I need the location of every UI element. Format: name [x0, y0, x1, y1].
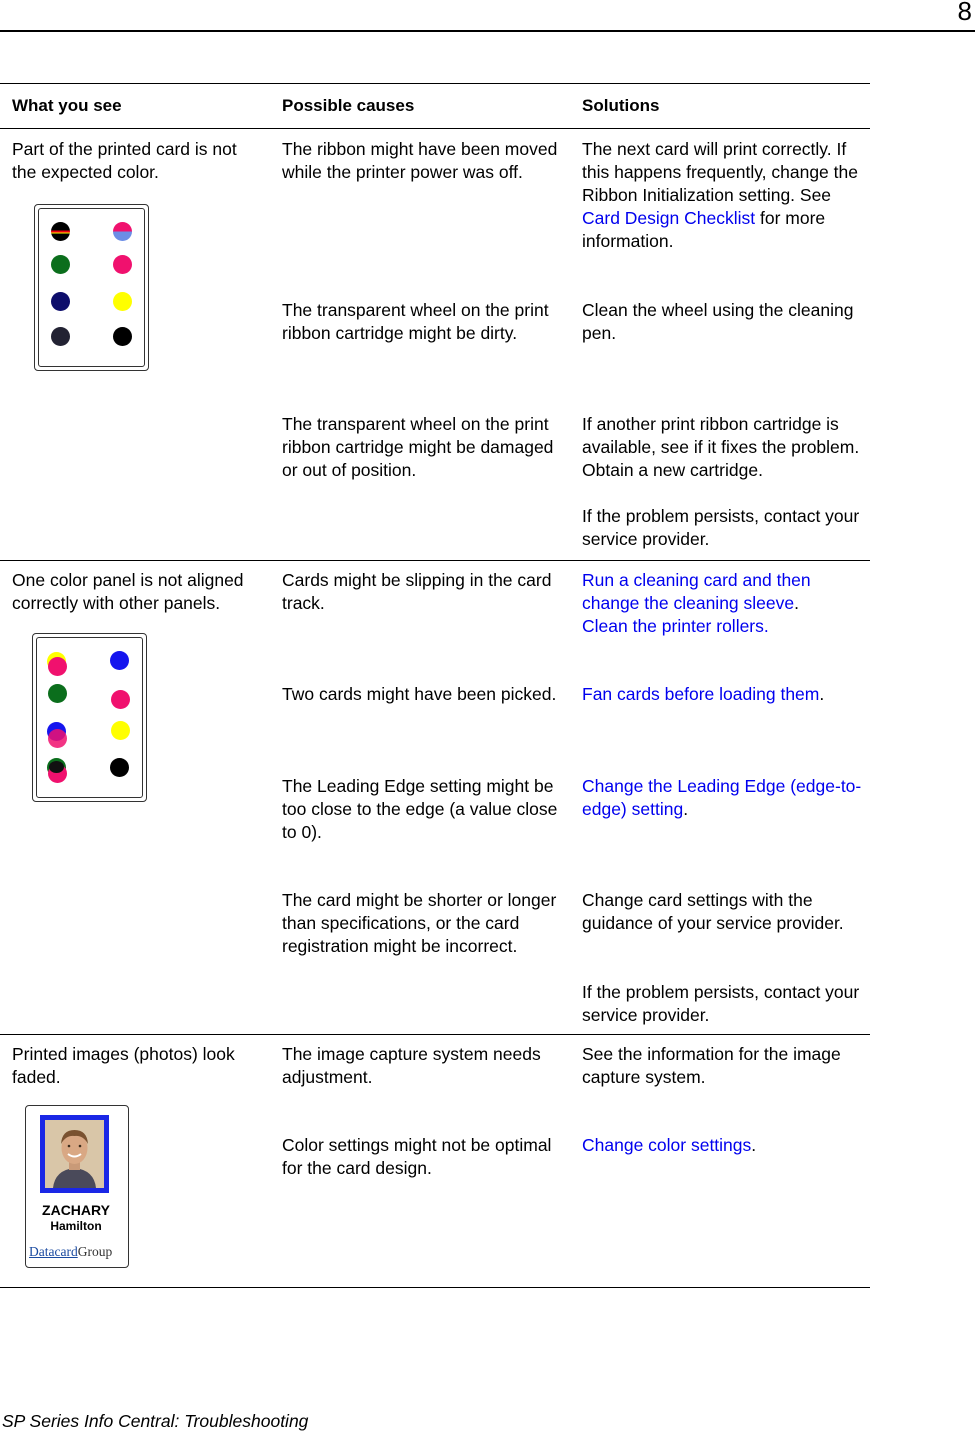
page-footer: SP Series Info Central: Troubleshooting [2, 1411, 309, 1431]
header-solutions: Solutions [582, 96, 660, 115]
solution-text: If the problem persists, contact your service provider. [582, 982, 860, 1025]
color-dot [110, 758, 129, 777]
cardholder-first-name: ZACHARY [42, 1202, 110, 1218]
color-dot [110, 651, 129, 670]
solution-text: Change card settings with the guidance of your service provider. [582, 890, 844, 933]
cause-text: The transparent wheel on the print ribbon cartridge might be dirty. [282, 300, 549, 343]
solution-text: Fan cards before loading them. [582, 684, 825, 704]
table-row [0, 561, 870, 1035]
symptom-text: Part of the printed card is not the expected color. [12, 139, 237, 182]
table-row [0, 1035, 870, 1288]
color-settings-link[interactable]: Change color settings [582, 1135, 752, 1155]
color-dot [48, 729, 67, 748]
color-dot [49, 761, 64, 773]
color-dot [113, 222, 132, 241]
leading-edge-link[interactable]: Change the Leading Edge (edge-to-edge) setting [582, 776, 862, 819]
fan-cards-link[interactable]: Fan cards before loading them [582, 684, 820, 704]
cause-text: Color settings might not be optimal for the card design. [282, 1135, 552, 1178]
cause-text: The Leading Edge setting might be too close to the edge (a value close to 0). [282, 776, 558, 842]
cause-text: Two cards might have been picked. [282, 684, 557, 704]
portrait-photo [45, 1120, 104, 1188]
table-row [0, 129, 870, 561]
datacard-group-logo: DatacardGroup [29, 1244, 113, 1259]
solution-text: Clean the wheel using the cleaning pen. [582, 300, 854, 343]
header-possible-causes: Possible causes [282, 96, 415, 115]
cause-text: The image capture system needs adjustment. [282, 1044, 541, 1087]
color-dot [113, 292, 132, 311]
color-dot [111, 690, 130, 709]
table-header [0, 83, 870, 129]
page-number: 8 [957, 0, 972, 26]
color-dot [48, 657, 67, 676]
cause-text: The ribbon might have been moved while the printer power was off. [282, 139, 558, 182]
color-dot [51, 327, 70, 346]
photo-frame [40, 1115, 109, 1193]
solution-text: The next card will print correctly. If this happens frequently, change the Ribbon Initialization setting. See Card Design Checklist for more information. [582, 139, 858, 251]
header-what-you-see: What you see [12, 96, 122, 115]
solution-text: If another print ribbon cartridge is available, see if it fixes the problem. Obtain a new cartridge. [582, 414, 860, 480]
solution-text: Run a cleaning card and then change the cleaning sleeve. Clean the printer rollers. [582, 570, 811, 636]
header-rule [0, 30, 975, 32]
solution-text: If the problem persists, contact your service provider. [582, 506, 860, 549]
cardholder-last-name: Hamilton [50, 1219, 102, 1233]
id-card-illustration [25, 1105, 129, 1268]
color-dot [51, 255, 70, 274]
color-dot [113, 327, 132, 346]
symptom-text: Printed images (photos) look faded. [12, 1044, 235, 1087]
symptom-text: One color panel is not aligned correctly with other panels. [12, 570, 244, 613]
color-dot [51, 222, 70, 241]
troubleshooting-table [0, 83, 870, 1288]
cause-text: Cards might be slipping in the card track. [282, 570, 552, 613]
clean-rollers-link[interactable]: Clean the printer rollers [582, 616, 764, 636]
color-dot [48, 684, 67, 703]
solution-text: Change the Leading Edge (edge-to-edge) setting. [582, 776, 862, 819]
solution-text: See the information for the image capture system. [582, 1044, 841, 1087]
color-dot [113, 255, 132, 274]
solution-text: Change color settings. [582, 1135, 757, 1155]
card-illustration-misalignment [32, 633, 147, 802]
color-dot [51, 292, 70, 311]
cleaning-card-link[interactable]: Run a cleaning card and then change the cleaning sleeve [582, 570, 811, 613]
cause-text: The transparent wheel on the print ribbon cartridge might be damaged or out of position. [282, 414, 554, 480]
color-dot [111, 721, 130, 740]
cause-text: The card might be shorter or longer than specifications, or the card registration might be incorrect. [282, 890, 557, 956]
card-illustration-color-error [34, 204, 149, 371]
card-design-checklist-link[interactable]: Card Design Checklist [582, 208, 756, 228]
